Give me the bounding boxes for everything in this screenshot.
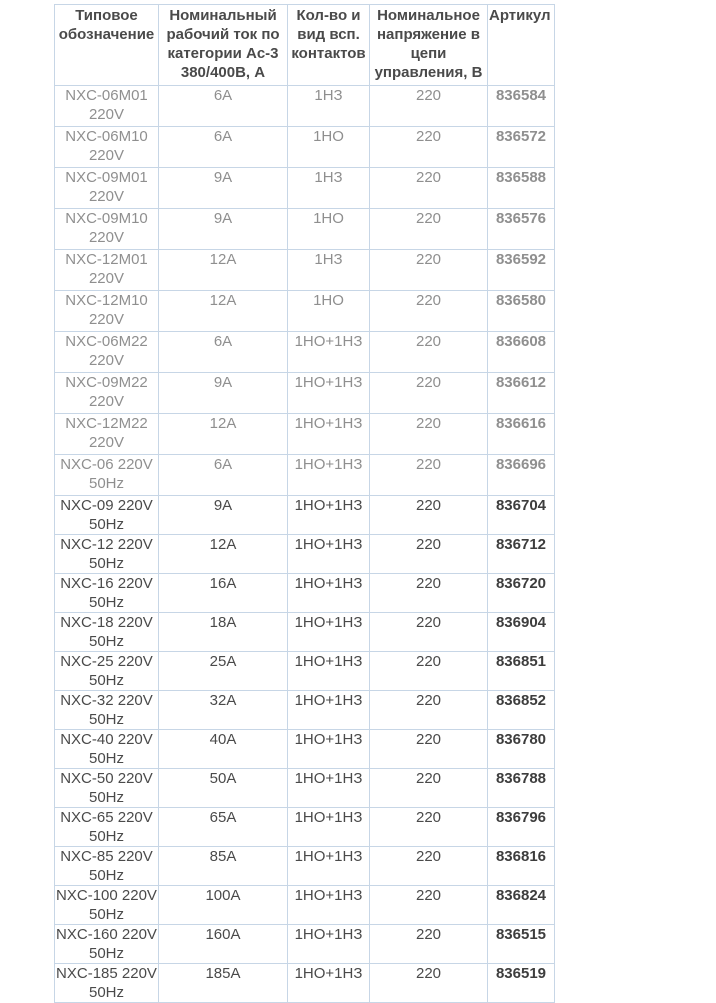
cell-control-voltage: 220 [370,209,488,250]
cell-rated-current: 160A [159,925,288,964]
cell-article: 836788 [488,769,555,808]
cell-control-voltage: 220 [370,291,488,332]
cell-article: 836904 [488,613,555,652]
table-header-row [55,5,555,86]
table-row [55,886,555,925]
cell-model: NXC-09M10 220V [55,209,159,250]
table-row [55,613,555,652]
cell-model: NXC-65 220V 50Hz [55,808,159,847]
cell-article: 836696 [488,455,555,496]
cell-aux-contacts: 1НО [288,209,370,250]
table-row [55,964,555,1003]
header-article: Артикул [488,5,555,86]
table-row [55,373,555,414]
cell-rated-current: 32A [159,691,288,730]
cell-aux-contacts: 1НЗ [288,168,370,209]
cell-article: 836519 [488,964,555,1003]
cell-control-voltage: 220 [370,847,488,886]
cell-article: 836712 [488,535,555,574]
table-row [55,847,555,886]
table-row [55,168,555,209]
cell-article: 836572 [488,127,555,168]
table-row [55,574,555,613]
cell-model: NXC-50 220V 50Hz [55,769,159,808]
cell-rated-current: 25A [159,652,288,691]
cell-control-voltage: 220 [370,127,488,168]
cell-control-voltage: 220 [370,455,488,496]
cell-article: 836780 [488,730,555,769]
cell-control-voltage: 220 [370,769,488,808]
cell-article: 836824 [488,886,555,925]
table-row [55,332,555,373]
cell-control-voltage: 220 [370,496,488,535]
contactor-spec-table [54,4,555,1003]
cell-model: NXC-12M10 220V [55,291,159,332]
cell-rated-current: 9A [159,496,288,535]
header-aux-contacts: Кол-во и вид всп. контактов [288,5,370,86]
table-row [55,769,555,808]
cell-aux-contacts: 1НЗ [288,250,370,291]
cell-control-voltage: 220 [370,652,488,691]
table-row [55,730,555,769]
cell-control-voltage: 220 [370,730,488,769]
cell-control-voltage: 220 [370,535,488,574]
cell-control-voltage: 220 [370,250,488,291]
cell-aux-contacts: 1НО+1НЗ [288,925,370,964]
cell-article: 836576 [488,209,555,250]
cell-aux-contacts: 1НО [288,127,370,168]
cell-control-voltage: 220 [370,414,488,455]
cell-rated-current: 12A [159,250,288,291]
cell-rated-current: 6A [159,332,288,373]
cell-aux-contacts: 1НО+1НЗ [288,691,370,730]
header-control-voltage: Номинальное напряжение в цепи управления, В [370,5,488,86]
cell-article: 836816 [488,847,555,886]
cell-aux-contacts: 1НО [288,291,370,332]
cell-article: 836612 [488,373,555,414]
cell-model: NXC-16 220V 50Hz [55,574,159,613]
table-row [55,250,555,291]
cell-aux-contacts: 1НО+1НЗ [288,455,370,496]
cell-control-voltage: 220 [370,574,488,613]
cell-article: 836515 [488,925,555,964]
cell-rated-current: 6A [159,127,288,168]
cell-rated-current: 65A [159,808,288,847]
cell-control-voltage: 220 [370,964,488,1003]
cell-control-voltage: 220 [370,691,488,730]
cell-aux-contacts: 1НО+1НЗ [288,414,370,455]
cell-article: 836588 [488,168,555,209]
cell-model: NXC-185 220V 50Hz [56,965,157,1001]
cell-aux-contacts: 1НО+1НЗ [288,886,370,925]
header-rated-current: Номинальный рабочий ток по категории Ac-3 380/400В, А [159,5,288,86]
cell-aux-contacts: 1НО+1НЗ [288,808,370,847]
cell-control-voltage: 220 [370,925,488,964]
cell-rated-current: 50A [159,769,288,808]
cell-model: NXC-12 220V 50Hz [55,535,159,574]
cell-rated-current: 85A [159,847,288,886]
cell-aux-contacts: 1НЗ [288,86,370,127]
table-row [55,652,555,691]
cell-control-voltage: 220 [370,373,488,414]
cell-article: 836592 [488,250,555,291]
cell-model: NXC-25 220V 50Hz [55,652,159,691]
cell-aux-contacts: 1НО+1НЗ [288,613,370,652]
cell-article: 836608 [488,332,555,373]
cell-aux-contacts: 1НО+1НЗ [288,535,370,574]
cell-model: NXC-06M01 220V [55,86,159,127]
cell-model: NXC-12M22 220V [55,414,159,455]
cell-model: NXC-32 220V 50Hz [55,691,159,730]
cell-article: 836796 [488,808,555,847]
cell-control-voltage: 220 [370,808,488,847]
cell-model: NXC-100 220V 50Hz [56,887,157,923]
cell-control-voltage: 220 [370,886,488,925]
table-row [55,414,555,455]
cell-rated-current: 100A [159,886,288,925]
cell-rated-current: 40A [159,730,288,769]
cell-aux-contacts: 1НО+1НЗ [288,964,370,1003]
table-row [55,291,555,332]
cell-aux-contacts: 1НО+1НЗ [288,769,370,808]
table-row [55,496,555,535]
cell-article: 836704 [488,496,555,535]
cell-aux-contacts: 1НО+1НЗ [288,652,370,691]
cell-model: NXC-40 220V 50Hz [55,730,159,769]
table-row [55,209,555,250]
cell-article: 836580 [488,291,555,332]
cell-article: 836851 [488,652,555,691]
cell-rated-current: 12A [159,291,288,332]
cell-aux-contacts: 1НО+1НЗ [288,730,370,769]
table-row [55,535,555,574]
cell-control-voltage: 220 [370,86,488,127]
table-row [55,455,555,496]
table-row [55,691,555,730]
table-row [55,925,555,964]
cell-rated-current: 9A [159,209,288,250]
cell-article: 836720 [488,574,555,613]
cell-article: 836584 [488,86,555,127]
table-body [55,86,555,1003]
cell-rated-current: 9A [159,373,288,414]
cell-model: NXC-06M22 220V [55,332,159,373]
table-row [55,86,555,127]
cell-aux-contacts: 1НО+1НЗ [288,332,370,373]
cell-control-voltage: 220 [370,168,488,209]
cell-control-voltage: 220 [370,613,488,652]
header-model: Типовое обозначение [55,5,159,86]
cell-rated-current: 12A [159,414,288,455]
cell-model: NXC-12M01 220V [55,250,159,291]
cell-rated-current: 185A [159,964,288,1003]
cell-article: 836852 [488,691,555,730]
cell-model: NXC-06M10 220V [55,127,159,168]
cell-rated-current: 18A [159,613,288,652]
cell-model: NXC-85 220V 50Hz [55,847,159,886]
cell-model: NXC-09M01 220V [55,168,159,209]
table-row [55,127,555,168]
table-row [55,808,555,847]
cell-rated-current: 9A [159,168,288,209]
cell-aux-contacts: 1НО+1НЗ [288,373,370,414]
cell-aux-contacts: 1НО+1НЗ [288,847,370,886]
cell-model: NXC-09M22 220V [55,373,159,414]
cell-model: NXC-09 220V 50Hz [55,496,159,535]
cell-rated-current: 6A [159,86,288,127]
cell-rated-current: 6A [159,455,288,496]
cell-model: NXC-160 220V 50Hz [56,926,157,962]
cell-aux-contacts: 1НО+1НЗ [288,496,370,535]
cell-model: NXC-18 220V 50Hz [55,613,159,652]
cell-rated-current: 12A [159,535,288,574]
cell-model: NXC-06 220V 50Hz [55,455,159,496]
cell-aux-contacts: 1НО+1НЗ [288,574,370,613]
cell-rated-current: 16A [159,574,288,613]
cell-control-voltage: 220 [370,332,488,373]
cell-article: 836616 [488,414,555,455]
